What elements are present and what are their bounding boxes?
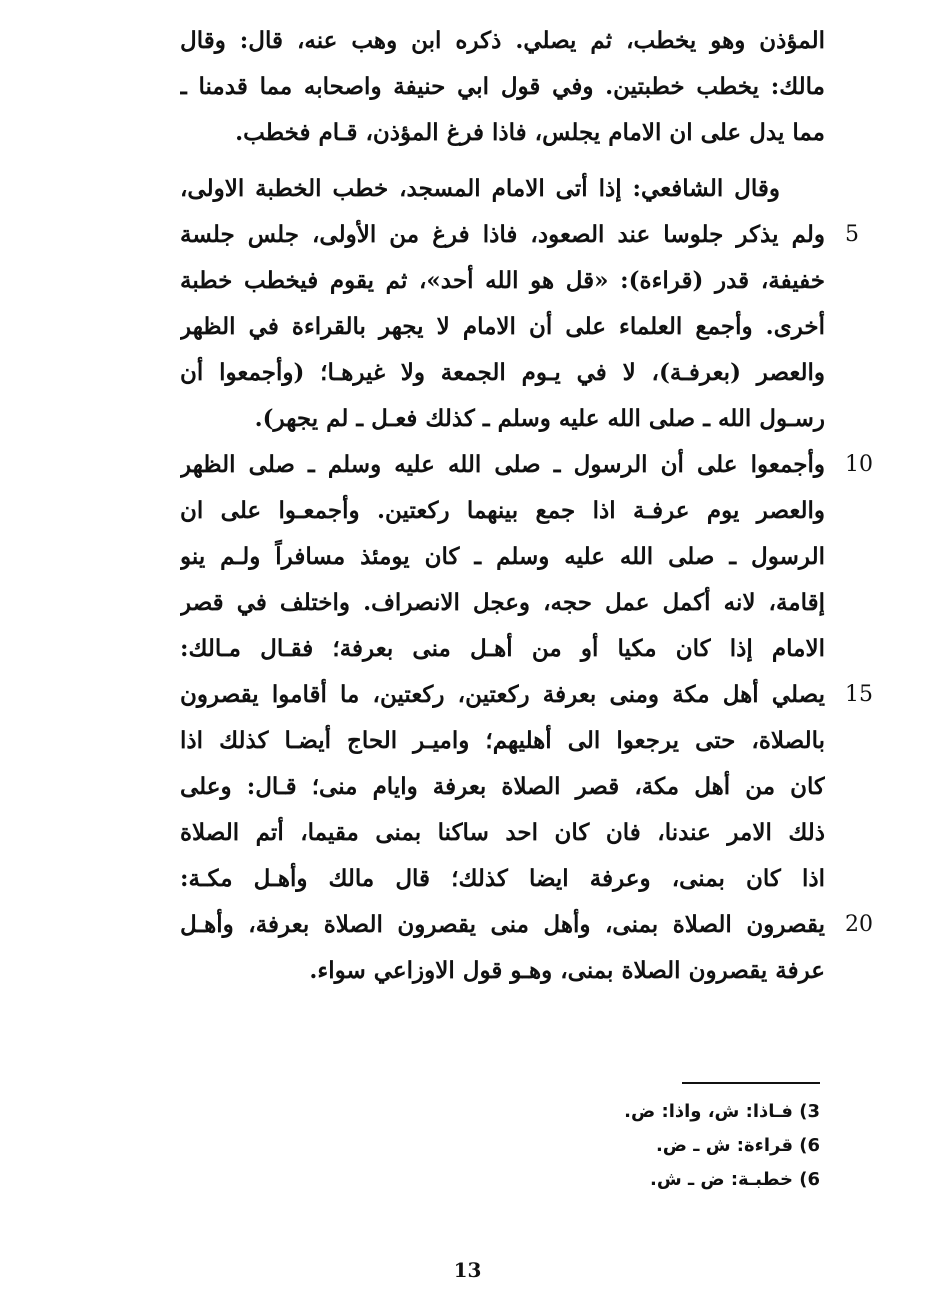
text-line-15: يصلي أهل مكة ومنى بعرفة ركعتين، ركعتين، ما أقاموا يقصرون xyxy=(180,681,825,708)
text-line-18: ذلك الامر عندنا، فان كان احد ساكنا بمنى مقيما، أتم الصلاة xyxy=(180,819,825,846)
text-line-7: أخرى. وأجمع العلماء على أن الامام لا يجهر بالقراءة في الظهر xyxy=(180,313,825,340)
text-line-2: مالك: يخطب خطبتين. وفي قول ابي حنيفة واصحابه مما قدمنا ـ xyxy=(180,73,825,100)
text-line-1: المؤذن وهو يخطب، ثم يصلي. ذكره ابن وهب عنه، قال: وقال xyxy=(180,27,825,54)
footnote-item: 3) فـاذا: ش، واذا: ض. xyxy=(624,1101,820,1122)
main-text xyxy=(180,18,825,984)
text-line-13: إقامة، لانه أكمل عمل حجه، وعجل الانصراف. واختلف في قصر xyxy=(180,589,825,616)
text-line-16: بالصلاة، حتى يرجعوا الى أهليهم؛ واميـر الحاج أيضـا كذلك اذا xyxy=(180,727,825,754)
text-line-8: والعصر (بعرفـة)، لا في يـوم الجمعة ولا غيرهـا؛ (وأجمعوا أن xyxy=(180,359,825,386)
text-line-19: اذا كان بمنى، وعرفة ايضا كذلك؛ قال مالك وأهـل مكـة: xyxy=(180,865,825,892)
line-number-5: 5 xyxy=(845,222,859,247)
text-line-5: ولم يذكر جلوسا عند الصعود، فاذا فرغ من الأولى، جلس جلسة xyxy=(180,221,825,248)
text-line-4: وقال الشافعي: إذا أتى الامام المسجد، خطب الخطبة الاولى، xyxy=(180,175,780,202)
text-line-17: كان من أهل مكة، قصر الصلاة بعرفة وايام منى؛ قـال: وعلى xyxy=(180,773,825,800)
footnote-divider xyxy=(682,1082,820,1084)
text-line-10: وأجمعوا على أن الرسول ـ صلى الله عليه وسلم ـ صلى الظهر xyxy=(180,451,825,478)
line-number-10: 10 xyxy=(845,452,873,477)
text-line-11: والعصر يوم عرفـة اذا جمع بينهما ركعتين. وأجمعـوا على ان xyxy=(180,497,825,524)
line-number-20: 20 xyxy=(845,912,873,937)
footnote-item: 6) قراءة: ش ـ ض. xyxy=(655,1135,820,1156)
footnotes xyxy=(430,1095,820,1197)
text-line-21: عرفة يقصرون الصلاة بمنى، وهـو قول الاوزاعي سواء. xyxy=(309,957,825,984)
footnote-item: 6) خطبـة: ض ـ ش. xyxy=(650,1169,820,1190)
text-line-14: الامام إذا كان مكيا أو من أهـل منى بعرفة؛ فقـال مـالك: xyxy=(180,635,825,662)
text-line-12: الرسول ـ صلى الله عليه وسلم ـ كان يومئذ مسافراً ولـم ينو xyxy=(180,543,825,570)
text-line-6: خفيفة، قدر (قراءة): «قل هو الله أحد»، ثم يقوم فيخطب خطبة xyxy=(180,267,825,294)
text-line-9: رسـول الله ـ صلى الله عليه وسلم ـ كذلك فعـل ـ لم يجهر). xyxy=(254,405,825,432)
text-line-20: يقصرون الصلاة بمنى، وأهل منى يقصرون الصلاة بعرفة، وأهـل xyxy=(180,911,825,938)
text-line-3: مما يدل على ان الامام يجلس، فاذا فرغ المؤذن، قـام فخطب. xyxy=(235,119,825,146)
page-number: 13 xyxy=(453,1258,482,1282)
line-number-15: 15 xyxy=(845,682,873,707)
